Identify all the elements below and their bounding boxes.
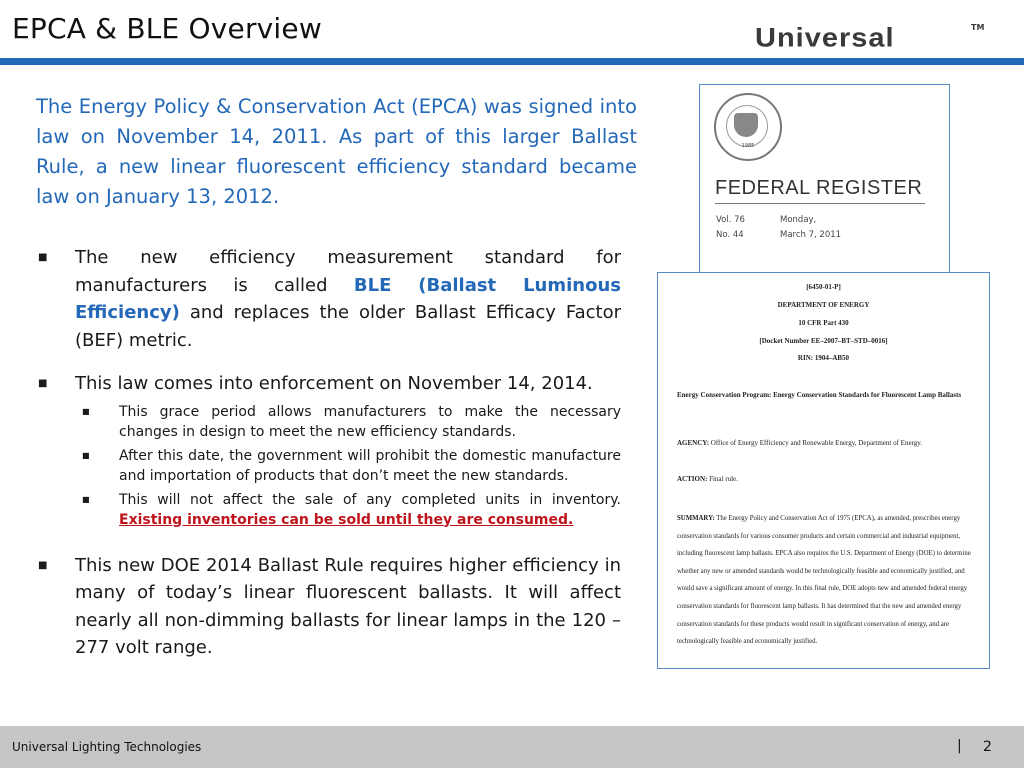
eagle-icon — [734, 113, 758, 137]
universal-logo: Universal — [755, 23, 895, 53]
square-bullet-icon: ■ — [82, 406, 90, 416]
square-bullet-icon: ■ — [38, 378, 48, 389]
slide-title: EPCA & BLE Overview — [12, 12, 322, 45]
federal-register-title: FEDERAL REGISTER — [715, 177, 923, 199]
doc-heading: Energy Conservation Program: Energy Conservation Standards for Fluorescent Lamp Ballasts — [677, 391, 962, 399]
header-rule — [0, 58, 1024, 65]
summary-label: SUMMARY: — [677, 515, 715, 522]
agency-label: AGENCY: — [677, 439, 710, 447]
sub-bullet-text: After this date, the government will prohibit the domestic manufacture and importation of products that don’t meet the new standards. — [119, 447, 621, 484]
square-bullet-icon: ■ — [82, 450, 90, 460]
action-label: ACTION: — [677, 475, 708, 483]
action-text: Final rule. — [709, 475, 738, 483]
bullet-text: This new DOE 2014 Ballast Rule requires higher efficiency in many of today’s linear fluorescent ballasts. It will affect nearly all non-dimming ballasts for linear lamps in the 120 – 277 volt range. — [75, 554, 621, 658]
bullet-item-doe-rule — [36, 552, 621, 662]
sub-bullet-text: This grace period allows manufacturers to make the necessary changes in design to meet the new efficiency standards. — [119, 403, 621, 440]
doc-summary — [677, 510, 977, 651]
square-bullet-icon: ■ — [82, 494, 90, 504]
bullet-item-ble — [36, 244, 621, 354]
seal-year: 1985 — [741, 143, 755, 149]
doc-docket: [Docket Number EE–2007–BT–STD–0016] — [759, 337, 888, 345]
square-bullet-icon: ■ — [38, 559, 48, 571]
agency-text: Office of Energy Efficiency and Renewable Energy, Department of Energy. — [710, 439, 923, 447]
intro-paragraph: The Energy Policy & Conservation Act (EPCA) was signed into law on November 14, 2011. As part of this larger Ballast Rule, a new linear fluorescent efficiency standard became law on January 13, 2012. — [36, 95, 637, 208]
divider — [715, 203, 925, 204]
volume-day: Monday, — [780, 215, 817, 225]
volume-label: Vol. 76 — [716, 215, 745, 225]
doc-code: [6450-01-P] — [806, 283, 841, 291]
bullet-text: This law comes into enforcement on November 14, 2014. — [75, 373, 593, 394]
square-bullet-icon: ■ — [38, 252, 48, 263]
issue-label: No. 44 — [716, 230, 744, 240]
bullet-item-enforcement — [36, 370, 621, 398]
sub-bullet-item — [36, 446, 621, 486]
bullet-list — [36, 244, 621, 678]
sub-bullet-text: This will not affect the sale of any completed units in inventory. — [119, 491, 621, 508]
doc-department: DEPARTMENT OF ENERGY — [777, 301, 870, 309]
logo-trademark: TM — [971, 23, 985, 32]
doc-rin: RIN: 1904–AB50 — [797, 354, 850, 362]
national-archives-seal-icon — [714, 93, 782, 161]
final-rule-document — [657, 272, 990, 669]
issue-date: March 7, 2011 — [780, 230, 842, 240]
sub-bullet-list — [80, 402, 621, 530]
doc-cfr: 10 CFR Part 430 — [798, 319, 849, 327]
summary-text: The Energy Policy and Conservation Act of 1975 (EPCA), as amended, prescribes energy conservation standards for various consumer products and certain commercial and industrial equipment, including fluorescent lamp ballasts. EPCA also requires the U.S. Department of Energy (DOE) to determine whether any new or amended standards would be technologically feasible and economically justified, and would save a significant amount of energy. In this final rule, DOE adopts new and amended federal energy conservation standards for fluorescent lamp ballasts. It has determined that the new and amended energy conservation standards for these products would result in significant conservation of energy, and are technologically feasible and economically justified. — [677, 515, 971, 646]
footer-company: Universal Lighting Technologies — [12, 740, 202, 754]
federal-register-cover — [699, 84, 950, 286]
ble-highlight: BLE (Ballast Luminous Efficiency) — [75, 274, 621, 323]
bullet-text: The new efficiency measurement standard for manufacturers is called — [75, 247, 621, 296]
doc-agency — [677, 439, 977, 447]
doc-action — [677, 475, 977, 483]
inventory-highlight: Existing inventories can be sold until they are consumed. — [119, 511, 574, 528]
footer-separator: | — [957, 738, 962, 754]
page-number: 2 — [983, 739, 992, 755]
sub-bullet-item — [36, 402, 621, 442]
bullet-text: and replaces the older Ballast Efficacy Factor (BEF) metric. — [75, 302, 621, 351]
sub-bullet-item — [36, 490, 621, 530]
